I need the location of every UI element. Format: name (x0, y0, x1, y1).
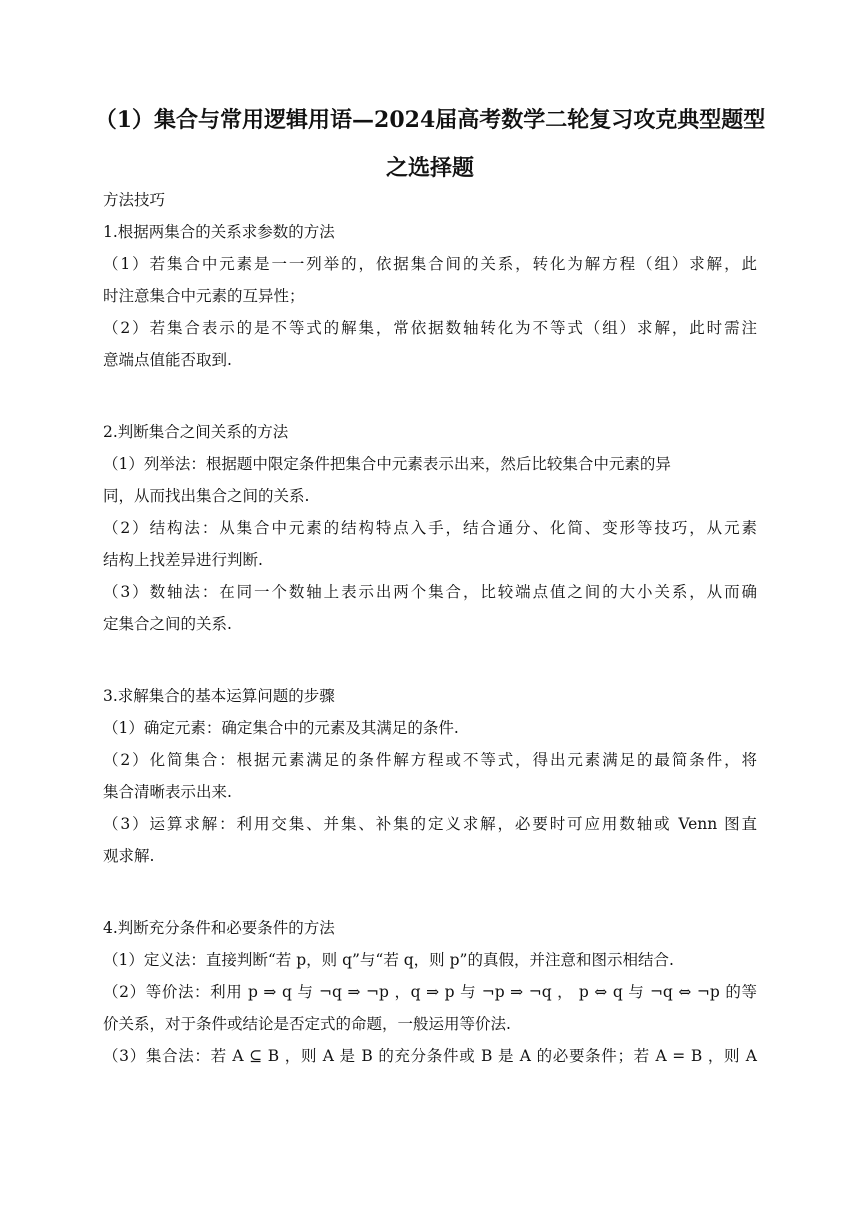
section-1-paragraph-2-line-1: （2）若集合表示的是不等式的解集，常依据数轴转化为不等式（组）求解，此时需注 (103, 319, 757, 337)
section-3 (103, 680, 757, 872)
section-2-paragraph-1-line-2: 同，从而找出集合之间的关系. (103, 487, 310, 505)
section-3-paragraph-2-line-1: （2）化简集合：根据元素满足的条件解方程或不等式，得出元素满足的最简条件，将 (103, 751, 757, 769)
section-2-paragraph-2-line-2: 结构上找差异进行判断. (103, 551, 263, 569)
section-2-paragraph-2-line-1: （2）结构法：从集合中元素的结构特点入手，结合通分、化简、变形等技巧，从元素 (103, 519, 757, 537)
title-line-1: （1）集合与常用逻辑用语—2024届高考数学二轮复习攻克典型题型 (94, 107, 766, 133)
document-title (60, 96, 800, 192)
section-3-heading: 3.求解集合的基本运算问题的步骤 (103, 687, 335, 705)
section-1-paragraph-1-line-2: 时注意集合中元素的互异性； (103, 287, 305, 305)
section-1-heading: 1.根据两集合的关系求参数的方法 (103, 223, 335, 241)
section-2-paragraph-3-line-2: 定集合之间的关系. (103, 615, 232, 633)
section-4-paragraph-3-line-1: （3）集合法：若 A ⊆ B ，则 A 是 B 的充分条件或 B 是 A 的必要条件；若 A = B ，则 A (103, 1047, 757, 1065)
section-3-paragraph-1: （1）确定元素：确定集合中的元素及其满足的条件. (103, 719, 459, 737)
section-2-paragraph-1-line-1: （1）列举法：根据题中限定条件把集合中元素表示出来，然后比较集合中元素的异 (103, 455, 671, 473)
section-3-paragraph-3-line-1: （3）运算求解：利用交集、并集、补集的定义求解，必要时可应用数轴或 Venn 图直 (103, 815, 757, 833)
section-4-heading: 4.判断充分条件和必要条件的方法 (103, 919, 335, 937)
section-4 (103, 912, 757, 1072)
section-2-heading: 2.判断集合之间关系的方法 (103, 423, 289, 441)
section-2 (103, 416, 757, 640)
section-4-paragraph-1: （1）定义法：直接判断“若 p，则 q”与“若 q，则 p”的真假，并注意和图示相结合. (103, 951, 674, 969)
intro-label: 方法技巧 (103, 191, 166, 209)
section-4-paragraph-2-line-2: 价关系，对于条件或结论是否定式的命题，一般运用等价法. (103, 1015, 511, 1033)
section-3-paragraph-3-line-2: 观求解. (103, 847, 155, 865)
section-2-paragraph-3-line-1: （3）数轴法：在同一个数轴上表示出两个集合，比较端点值之间的大小关系，从而确 (103, 583, 757, 601)
section-1-paragraph-1-line-1: （1）若集合中元素是一一列举的，依据集合间的关系，转化为解方程（组）求解，此 (103, 255, 757, 273)
section-1 (103, 184, 757, 376)
section-4-paragraph-2-line-1: （2）等价法：利用 p ⇒ q 与 ¬q ⇒ ¬p ，q ⇒ p 与 ¬p ⇒ ¬q ， p ⇔ q 与 ¬q ⇔ ¬p 的等 (103, 983, 757, 1001)
section-3-paragraph-2-line-2: 集合清晰表示出来. (103, 783, 232, 801)
title-line-2: 之选择题 (385, 155, 474, 181)
section-1-paragraph-2-line-2: 意端点值能否取到. (103, 351, 232, 369)
